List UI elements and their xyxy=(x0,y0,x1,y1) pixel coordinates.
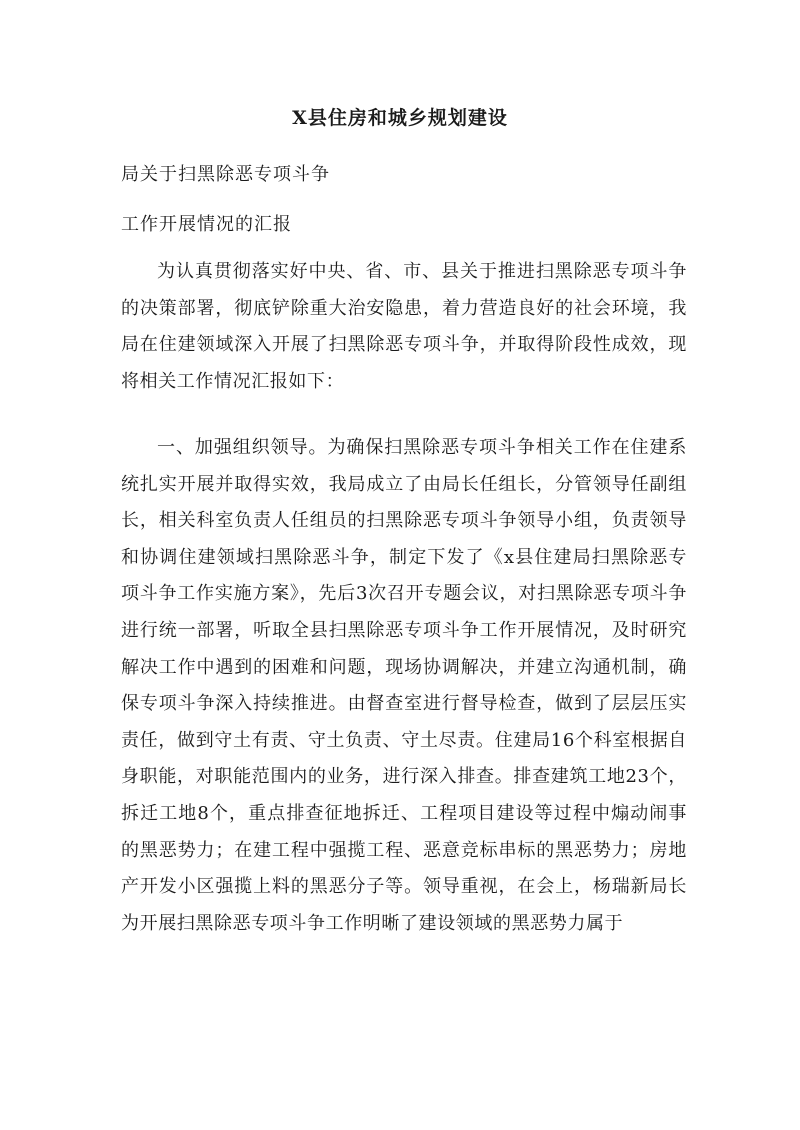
document-subtitle-line1: 局关于扫黑除恶专项斗争 xyxy=(121,164,330,185)
document-title: X县住房和城乡规划建设 xyxy=(292,107,508,129)
document-subtitle-line2: 工作开展情况的汇报 xyxy=(121,214,292,235)
paragraph-organization: 一、加强组织领导。为确保扫黑除恶专项斗争相关工作在住建系统扎实开展并取得实效，我局成立了由局长任组长，分管领导任副组长，相关科室负责人任组员的扫黑除恶专项斗争领导小组，负责领导和协调住建领域扫黑除恶斗争，制定下发了《x县住建局扫黑除恶专项斗争工作实施方案》，先后3次召开专题会议，对扫黑除恶专项斗争进行统一部署，听取全县扫黑除恶专项斗争工作开展情况，及时研究解决工作中遇到的困难和问题，现场协调解决，并建立沟通机制，确保专项斗争深入持续推进。由督查室进行督导检查，做到了层层压实责任，做到守土有责、守土负责、守土尽责。住建局16个科室根据自身职能，对职能范围内的业务，进行深入排查。排查建筑工地23个，拆迁工地8个，重点排查征地拆迁、工程项目建设等过程中煽动闹事的黑恶势力；在建工程中强揽工程、恶意竞标串标的黑恶势力；房地产开发小区强揽上料的黑恶分子等。领导重视，在会上，杨瑞新局长为开展扫黑除恶专项斗争工作明晰了建设领域的黑恶势力属于 xyxy=(121,437,687,934)
paragraph-intro: 为认真贯彻落实好中央、省、市、县关于推进扫黑除恶专项斗争的决策部署，彻底铲除重大治安隐患，着力营造良好的社会环境，我局在住建领域深入开展了扫黑除恶专项斗争，并取得阶段性成效，现将相关工作情况汇报如下： xyxy=(121,261,687,392)
